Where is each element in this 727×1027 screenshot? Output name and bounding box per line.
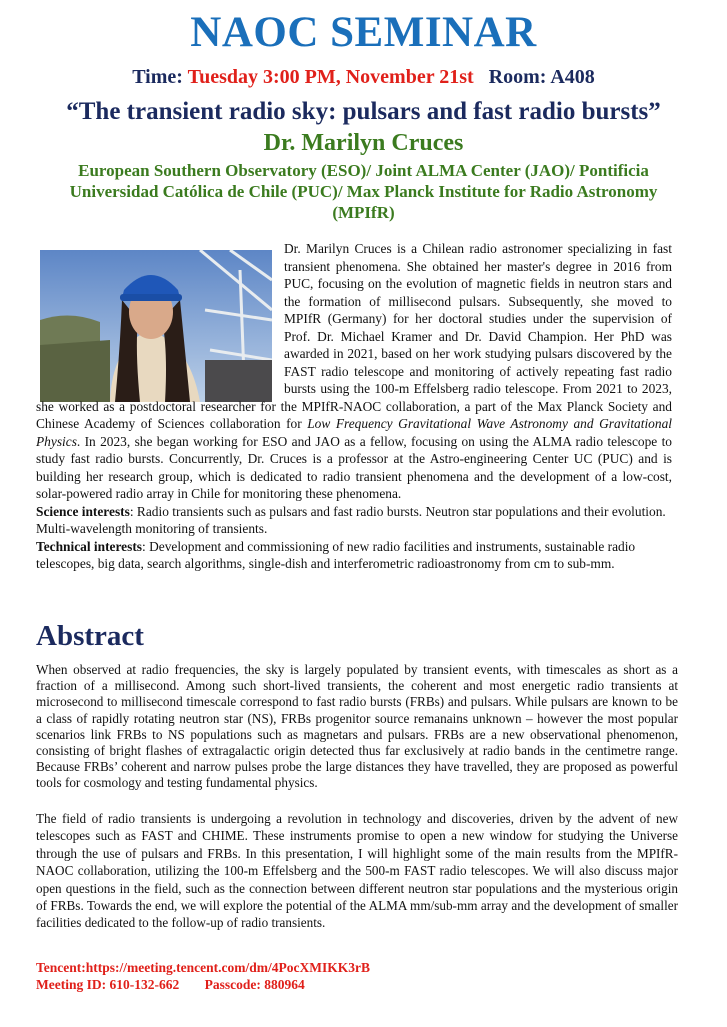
- photo-float-spacer: [36, 240, 284, 396]
- technical-label: Technical interests: [36, 538, 143, 554]
- room-value: A408: [550, 66, 595, 88]
- science-interests: [36, 503, 672, 538]
- science-text: : Radio transients such as pulsars and fast radio bursts. Neutron star populations and their evolution. Multi-wavelength monitoring of transients.: [36, 503, 666, 536]
- bio-text-a: Dr. Marilyn Cruces is a Chilean radio astronomer specializing in fast transient phenomena. She obtained her master's degree in 2016 from PUC, focusing on the evolution of magnetic fields in neutron stars and the formation of millisecond pulsars. Subsequently, she moved to MPIfR (Germany) for her doctoral studies under the supervision of Prof. Dr. Michael Kramer and Dr. David Champion. Her PhD was awarded in 2021, based on her work studying pulsars discovered by the FAST radio telescope and monitoring of actively repeating fast radio bursts using the 100-m Effelsberg radio telescope. From 2021 to 2023, she worked as a postdoctoral researcher for the MPIfR-NAOC collaboration, a part of the Max Planck Society and Chinese Academy of Sciences collaboration for: [36, 241, 672, 431]
- meeting-id: Meeting ID: 610-132-662: [36, 977, 180, 992]
- room-label: Room:: [488, 66, 547, 88]
- page-title: NAOC SEMINAR: [190, 9, 537, 56]
- technical-interests: [36, 538, 672, 573]
- talk-title: “The transient radio sky: pulsars and fast radio bursts”: [66, 98, 661, 125]
- science-label: Science interests: [36, 503, 130, 519]
- abstract-paragraph-2: The field of radio transients is undergoing a revolution in technology and discoveries, driven by the advent of new telescopes such as FAST and CHIME. These instruments promise to open a new window for studying the Universe through the use of pulsars and FRBs. In this presentation, I will highlight some of the main results from the MPIfR-NAOC collaboration, utilizing the 100-m Effelsberg and the 500-m FAST radio telescopes. We will also discuss major open questions in the field, such as the connection between different neutron star populations and the mysterious origin of FRBs. Towards the end, we will explore the potential of the ALMA mm/sub-mm array and the development of smaller facilities dedicated to the follow-up of radio transients.: [36, 811, 678, 931]
- time-label: Time:: [132, 66, 183, 88]
- meeting-passcode: Passcode: 880964: [204, 977, 305, 992]
- abstract-heading: Abstract: [36, 620, 144, 652]
- bio-text-italic: Low Frequency Gravitational Wave Astronomy and Gravitational Physics: [36, 416, 672, 449]
- meeting-credentials: [36, 977, 327, 993]
- speaker-affiliation: European Southern Observatory (ESO)/ Joint ALMA Center (JAO)/ Pontificia Universidad Católica de Chile (PUC)/ Max Planck Institute for Radio Astronomy (MPIfR): [69, 161, 658, 222]
- speaker-bio: [36, 240, 672, 573]
- seminar-time-room: [0, 66, 727, 89]
- time-value: Tuesday 3:00 PM, November 21st: [187, 66, 474, 88]
- meeting-link[interactable]: Tencent:https://meeting.tencent.com/dm/4PocXMIKK3rB: [36, 960, 370, 975]
- speaker-name: Dr. Marilyn Cruces: [263, 130, 464, 156]
- bio-text-b: . In 2023, she began working for ESO and JAO as a fellow, focusing on using the ALMA radio telescope to study fast radio bursts. Concurrently, Dr. Cruces is a professor at the Astro-engineering Center UC (PUC) and is building her research group, which is dedicated to radio transient phenomena and the development of a low-cost, solar-powered radio array in Chile for monitoring these phenomena.: [36, 433, 672, 501]
- technical-text: : Development and commissioning of new radio facilities and instruments, sustainable radio telescopes, big data, search algorithms, single-dish and interferometric radioastronomy from cm to sub-mm.: [36, 538, 636, 571]
- abstract-paragraph-1: When observed at radio frequencies, the sky is largely populated by transient events, with timescales as short as a fraction of a millisecond. Among such short-lived transients, the coherent and most energetic radio transients at microsecond to millisecond timescale correspond to fast radio bursts (FRBs) and pulsars. While pulsars are known to be a class of rapidly rotating neutron star (NS), FRBs progenitor source remanains unknown – however the most popular scenarios link FRBs to NS populations such as magnetars and pulsars. FRBs are a new observational phenomenon, consisting of bright flashes of extragalactic origin detected thus far exclusively at radio bands in the centimetre range. Because FRBs’ coherent and narrow pulses probe the large distances they have travelled, they are proposed as powerful tools for cosmology and testing fundamental physics.: [36, 662, 678, 791]
